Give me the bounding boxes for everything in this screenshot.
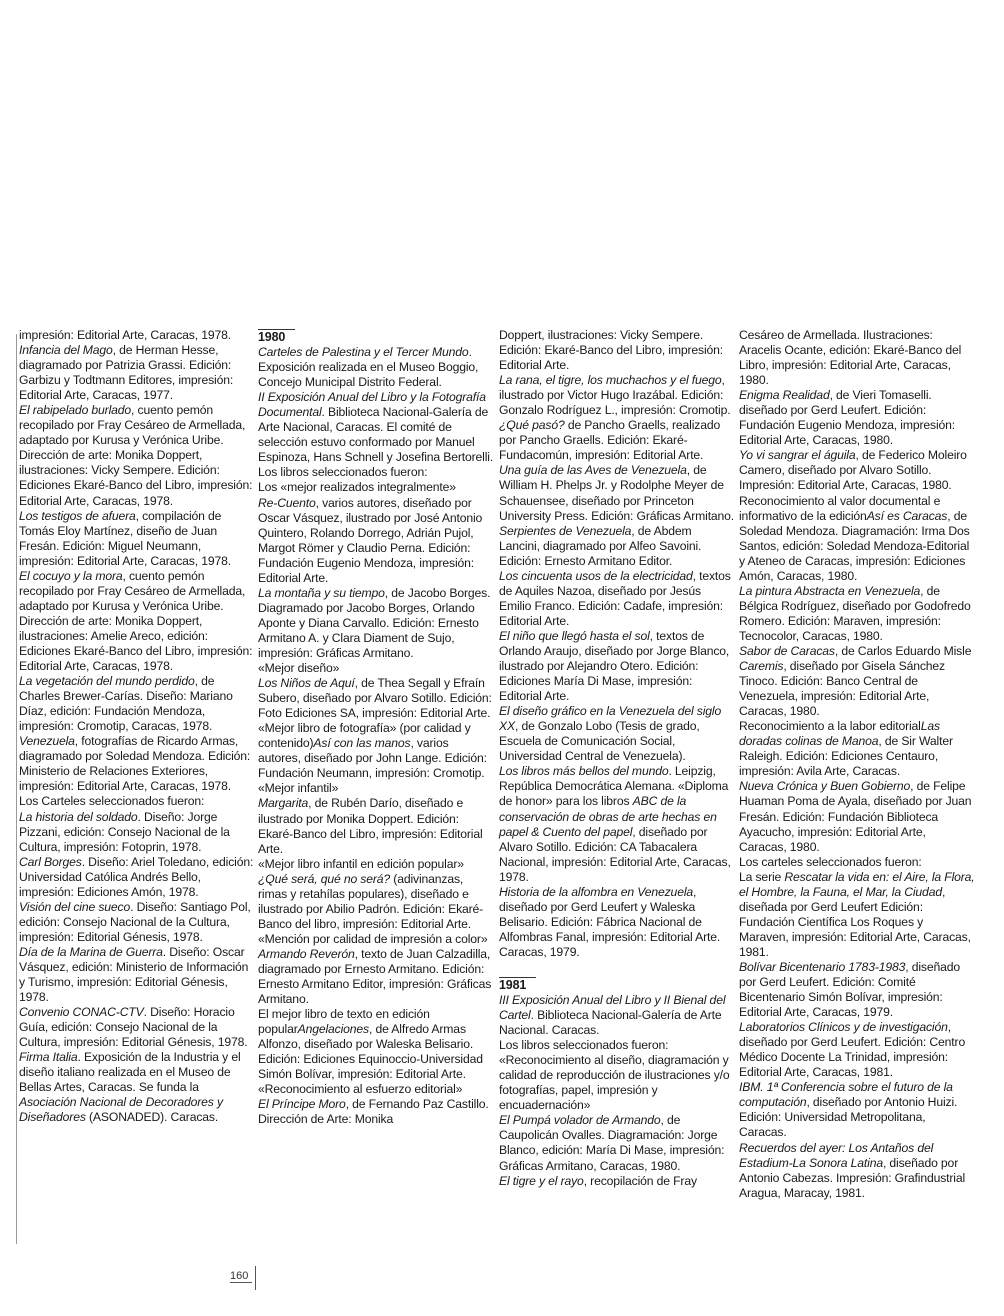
- body-text: , texto de Juan Calzadilla, diagramado por Ernesto Armitano. Edición: Ernesto Armitano Editor, impresión: Gráficas Armitano.: [258, 946, 492, 1007]
- column-3-body: [499, 328, 735, 960]
- body-text: , de Jacobo Borges. Diagramado por Jacobo Borges, Orlando Aponte y Diana Carvallo. Edición: Ernesto Armitano A. y Clara Diament de Sujo, impresión: Gráficas Armitano.: [258, 585, 491, 660]
- body-text: , compilación de Tomás Eloy Martínez, diseño de Juan Fresán. Edición: Miguel Neumann, impresión: Editorial Arte, Caracas, 1978.: [19, 508, 231, 568]
- text-column-3: [499, 328, 735, 1189]
- body-text: de Pancho Graells, realizado por Pancho Graells. Edición: Ekaré-Fundacomún, impresión: Editorial Arte.: [499, 418, 721, 463]
- title-text: Bolívar Bicentenario 1783-1983: [739, 959, 906, 974]
- body-text: , de Thea Segall y Efraín Subero, diseñado por Alvaro Sotillo. Edición: Foto Ediciones SA, impresión: Editorial Arte.: [258, 676, 492, 721]
- body-text: , diseñado por Gerd Leufert. Edición: Comité Bicentenario Simón Bolívar, impresión: Editorial Arte, Caracas, 1979.: [739, 959, 960, 1020]
- title-text: Las doradas colinas de Manoa: [739, 719, 940, 749]
- title-text: Así con las manos: [313, 736, 411, 751]
- body-text: , de Fernando Paz Castillo. Dirección de Arte: Monika: [258, 1097, 489, 1127]
- year-heading-1981: 1981: [499, 977, 536, 993]
- body-text: , diseñado por Antonio Huizi. Edición: Universidad Metropolitana, Caracas.: [739, 1095, 958, 1140]
- body-text: , de Soledad Mendoza. Diagramación: Irma Dos Santos, edición: Soledad Mendoza-Editorial y Ateneo de Caracas, impresión: Ediciones Amón, Caracas, 1980.: [739, 508, 970, 583]
- column-3-body-1981: [499, 993, 735, 1189]
- title-text: Re-Cuento: [258, 495, 316, 510]
- body-text: Reconocimiento al valor documental e informativo de la edición: [739, 493, 941, 523]
- body-text: , cuento pemón recopilado por Fray Cesáreo de Armellada, adaptado por Kurusa y Verónica Uribe. Dirección de arte: Monika Doppert, ilustraciones: Vicky Sempere. Edición: Ediciones Ekaré-Banco del Libro, impresión: Editorial Arte, Caracas, 1978.: [19, 403, 253, 508]
- body-text: , varios autores, diseñado por John Lange. Edición: Fundación Neumann, impresión: Cromotip.: [258, 736, 487, 781]
- body-text: . Biblioteca Nacional-Galería de Arte Nacional. Caracas.: [499, 1008, 722, 1038]
- footer-rule: [255, 1266, 256, 1290]
- title-text: Margarita: [258, 796, 309, 811]
- title-text: Los cincuenta usos de la electricidad: [499, 568, 693, 583]
- title-text: ABC de la conservación de obras de arte hechas en papel & Cuento del papel: [499, 794, 717, 839]
- title-text: El Príncipe Moro: [258, 1097, 346, 1112]
- title-text: Visión del cine sueco: [19, 899, 131, 914]
- title-text: El cocuyo y la mora: [19, 568, 123, 583]
- body-text: La serie: [739, 869, 785, 884]
- body-text: «Mención por calidad de impresión a color»: [258, 931, 488, 946]
- body-text: Los «mejor realizados integralmente»: [258, 480, 456, 495]
- body-text: , textos de Orlando Araujo, diseñado por Jorge Blanco, ilustrado por Alejandro Otero. Edición: Ediciones María Di Mase, impresión: Editorial Arte.: [499, 628, 730, 704]
- body-text: , de Felipe Huaman Poma de Ayala, diseñado por Juan Fresán. Edición: Fundación Biblioteca Ayacucho, impresión: Editorial Arte, Caracas, 1980.: [739, 779, 972, 854]
- body-text: (ASONADED). Caracas.: [85, 1110, 219, 1125]
- body-text: , de Bélgica Rodríguez, diseñado por Godofredo Romero. Edición: Maraven, impresión: Tecnocolor, Caracas, 1980.: [739, 583, 971, 643]
- body-text: , de Abdem Lancini, diagramado por Alfeo Savoini. Edición: Ernesto Armitano Editor.: [499, 523, 702, 568]
- body-text: . Diseño: Oscar Vásquez, edición: Ministerio de Información y Turismo, impresión: Editorial Génesis, 1978.: [19, 944, 249, 1005]
- body-text: , ilustrado por Victor Hugo Irazábal. Edición: Gonzalo Rodríguez L., impresión: Cromotip.: [499, 373, 731, 418]
- title-text: Armando Reverón: [258, 946, 355, 961]
- body-text: , de Rubén Darío, diseñado e ilustrado por Monika Doppert. Edición: Ekaré-Banco del Libro, impresión: Editorial Arte.: [258, 796, 483, 856]
- title-text: IBM. 1ª Conferencia sobre el futuro de la computación: [739, 1080, 953, 1110]
- title-text: Los libros más bellos del mundo: [499, 764, 669, 779]
- title-text: Convenio CONAC-CTV: [19, 1005, 144, 1020]
- body-text: «Mejor diseño»: [258, 661, 340, 676]
- title-text: Sabor de Caracas: [739, 643, 835, 658]
- title-text: Día de la Marina de Guerra: [19, 944, 163, 959]
- title-text: Enigma Realidad: [739, 388, 830, 403]
- title-text: Los Niños de Aquí: [258, 676, 355, 691]
- body-text: «Reconocimiento al diseño, diagramación y calidad de reproducción de ilustraciones y/o fotografías, papel, impresión y encuadernación»: [499, 1053, 730, 1113]
- title-text: Carl Borges: [19, 854, 82, 869]
- column-margin-rule: [16, 334, 17, 1244]
- title-text: Serpientes de Venezuela: [499, 523, 632, 538]
- title-text: Laboratorios Clínicos y de investigación: [739, 1020, 948, 1035]
- body-text: , de Carlos Eduardo Misle: [834, 643, 972, 658]
- body-text: , diseñado por Gisela Sánchez Tinoco. Edición: Banco Central de Venezuela, impresión: Editorial Arte, Caracas, 1980.: [739, 659, 945, 719]
- body-text: , de Vieri Tomaselli. diseñado por Gerd Leufert. Edición: Fundación Eugenio Mendoza, impresión: Editorial Arte, Caracas, 1980.: [739, 388, 955, 448]
- title-text: La vegetación del mundo perdido: [19, 674, 195, 689]
- title-text: Rescatar la vida en: el Aire, la Flora, el Hombre, la Fauna, el Mar, la Ciudad: [739, 869, 975, 899]
- page-number: 160: [230, 1270, 252, 1283]
- title-text: ¿Qué será, qué no será?: [258, 871, 391, 886]
- title-text: Firma Italia: [19, 1050, 78, 1065]
- title-text: II Exposición Anual del Libro y la Fotografía Documental: [258, 390, 486, 420]
- title-text: Una guía de las Aves de Venezuela: [499, 463, 687, 478]
- title-text: El niño que llegó hasta el sol: [499, 628, 650, 643]
- body-text: , de Alfredo Armas Alfonzo, diseñado por Waleska Belisario. Edición: Ediciones Equinoccio-Universidad Simón Bolívar, impresión: Editorial Arte.: [258, 1022, 483, 1082]
- body-text: Los libros seleccionados fueron:: [499, 1038, 669, 1053]
- body-text: El mejor libro de texto en edición popular: [258, 1007, 430, 1037]
- text-column-4: [739, 328, 975, 1201]
- body-text: , fotografías de Ricardo Armas, diagramado por Soledad Mendoza. Edición: Ministerio de Relaciones Exteriores, impresión: Editorial Arte, Caracas, 1978.: [19, 734, 251, 794]
- title-text: Historia de la alfombra en Venezuela: [499, 884, 694, 899]
- title-text: Recuerdos del ayer: Los Antaños del Estadium-La Sonora Latina: [739, 1140, 934, 1170]
- body-text: , diseñado por Gerd Leufert. Edición: Centro Médico Docente La Trinidad, impresión: Editorial Arte, Caracas, 1981.: [739, 1020, 966, 1080]
- body-text: , de Caupolicán Ovalles. Diagramación: Jorge Blanco, edición: María Di Mase, impresión: Gráficas Armitano, Caracas, 1980.: [499, 1113, 725, 1173]
- body-text: , de William H. Phelps Jr. y Rodolphe Meyer de Schauensee, diseñado por Princeton University Press. Edición: Gráficas Armitano.: [499, 463, 735, 523]
- title-text: La rana, el tigre, los muchachos y el fuego: [499, 373, 722, 388]
- body-text: , varios autores, diseñado por Oscar Vásquez, ilustrado por José Antonio Quintero, Rolando Dorrego, Adrián Pujol, Margot Römer y Claudio Perna. Edición: Fundación Eugenio Mendoza, impresión: Editorial Arte.: [258, 495, 483, 585]
- body-text: , de Herman Hesse, diagramado por Patrizia Grassi. Edición: Garbizu y Todtmann Editores, impresión: Editorial Arte, Caracas, 1977.: [19, 343, 234, 403]
- body-text: Reconocimiento a la labor editorial: [739, 719, 921, 734]
- body-text: . Biblioteca Nacional-Galería de Arte Nacional, Caracas. El comité de selección estuvo conformado por Manuel Espinoza, Hans Schnell y Josefina Bertorelli.: [258, 405, 494, 465]
- body-text: , diseñado por Alvaro Sotillo. Edición: CA Tabacalera Nacional, impresión: Editorial Arte, Caracas, 1978.: [499, 824, 731, 884]
- body-text: . Exposición de la Industria y el diseño italiano realizada en el Museo de Bellas Artes, Caracas. Se funda la: [19, 1050, 241, 1095]
- body-text: impresión: Editorial Arte, Caracas, 1978.: [19, 328, 231, 342]
- text-column-1: [19, 328, 255, 1125]
- body-text: , cuento pemón recopilado por Fray Cesáreo de Armellada, adaptado por Kurusa y Verónica Uribe. Dirección de arte: Monika Doppert, ilustraciones: Amelie Areco, edición: Ediciones Ekaré-Banco del Libro, impresión: Editorial Arte, Caracas, 1978.: [19, 568, 253, 674]
- title-text: El diseño gráfico en la Venezuela del siglo XX: [499, 704, 722, 734]
- body-text: , diseñado por Gerd Leufert y Waleska Belisario. Edición: Fábrica Nacional de Alfombras Fanal, impresión: Editorial Arte. Caracas, 1979.: [499, 884, 721, 959]
- column-2-body: [258, 345, 494, 1127]
- body-text: . Diseño: Horacio Guía, edición: Consejo Nacional de la Cultura, impresión: Editorial Génesis, 1978.: [19, 1005, 248, 1050]
- body-text: «Mejor libro infantil en edición popular»: [258, 856, 464, 871]
- title-text: Angelaciones: [297, 1022, 369, 1037]
- title-text: Carteles de Palestina y el Tercer Mundo: [258, 345, 469, 360]
- title-text: El rabipelado burlado: [19, 403, 132, 418]
- title-text: Asociación Nacional de Decoradores y Diseñadores: [19, 1095, 223, 1125]
- body-text: , diseñado por Antonio Cabezas. Impresión: Grafindustrial Aragua, Maracay, 1981.: [739, 1155, 966, 1200]
- title-text: ¿Qué pasó?: [499, 418, 565, 433]
- title-text: El Pumpá volador de Armando: [499, 1113, 661, 1128]
- body-text: , de Charles Brewer-Carías. Diseño: Mariano Díaz, edición: Fundación Mendoza, impresión: Cromotip, Caracas, 1978.: [19, 674, 233, 734]
- title-text: Yo vi sangrar el águila: [739, 448, 856, 463]
- title-text: Caremis: [739, 659, 784, 674]
- body-text: , recopilación de Fray: [583, 1173, 697, 1188]
- body-text: . Diseño: Ariel Toledano, edición: Universidad Católica Andrés Bello, impresión: Ediciones Amón, 1978.: [19, 854, 254, 899]
- body-text: Doppert, ilustraciones: Vicky Sempere. Edición: Ekaré-Banco del Libro, impresión: Editorial Arte.: [499, 328, 724, 373]
- body-text: . Leipzig, República Democrática Alemana. «Diploma de honor» para los libros: [499, 764, 729, 809]
- body-text: , de Federico Moleiro Camero, diseñado por Alvaro Sotillo. Impresión: Editorial Arte, Caracas, 1980.: [739, 448, 967, 493]
- body-text: . Exposición realizada en el Museo Boggio, Concejo Municipal Distrito Federal.: [258, 345, 479, 390]
- title-text: La montaña y su tiempo: [258, 585, 385, 600]
- title-text: Nueva Crónica y Buen Gobierno: [739, 779, 911, 794]
- text-column-2: [258, 328, 494, 1127]
- body-text: . Diseño: Santiago Pol, edición: Consejo Nacional de la Cultura, impresión: Editorial Génesis, 1978.: [19, 899, 251, 944]
- title-text: Venezuela: [19, 734, 75, 749]
- title-text: Infancia del Mago: [19, 343, 113, 358]
- title-text: III Exposición Anual del Libro y II Bienal del Cartel: [499, 993, 726, 1023]
- body-text: «Mejor libro de fotografía» (por calidad y contenido): [258, 721, 471, 751]
- year-heading-1980: 1980: [258, 329, 295, 345]
- body-text: , diseñada por Gerd Leufert Edición: Fundación Científica Los Roques y Maraven, impresión: Editorial Arte, Caracas, 1981.: [739, 884, 971, 959]
- body-text: Cesáreo de Armellada. Ilustraciones: Aracelis Ocante, edición: Ekaré-Banco del Libro, impresión: Editorial Arte, Caracas, 1980.: [739, 328, 962, 388]
- title-text: La pintura Abstracta en Venezuela: [739, 583, 921, 598]
- body-text: Los Carteles seleccionados fueron:: [19, 794, 205, 809]
- body-text: . Diseño: Jorge Pizzani, edición: Consejo Nacional de la Cultura, impresión: Fotoprin, 1978.: [19, 809, 230, 854]
- body-text: «Mejor infantil»: [258, 781, 339, 796]
- body-text: , de Sir Walter Raleigh. Edición: Ediciones Centauro, impresión: Avila Arte, Caracas.: [739, 734, 953, 779]
- body-text: Los libros seleccionados fueron:: [258, 465, 428, 480]
- title-text: Los testigos de afuera: [19, 508, 136, 523]
- body-text: , textos de Aquiles Nazoa, diseñado por Jesús Emilio Franco. Edición: Cadafe, impresión: Editorial Arte.: [499, 568, 731, 628]
- body-text: «Reconocimiento al esfuerzo editorial»: [258, 1082, 463, 1097]
- body-text: Los carteles seleccionados fueron:: [739, 854, 922, 869]
- body-text: (adivinanzas, rimas y retahílas populares), diseñado e ilustrado por Abilio Padrón. Edición: Ekaré-Banco del libro, impresión: Editorial Arte.: [258, 871, 484, 931]
- body-text: , de Gonzalo Lobo (Tesis de grado, Escuela de Comunicación Social, Universidad Central de Venezuela).: [499, 719, 700, 764]
- title-text: Así es Caracas: [866, 508, 948, 523]
- title-text: La historia del soldado: [19, 809, 138, 824]
- title-text: El tigre y el rayo: [499, 1173, 584, 1188]
